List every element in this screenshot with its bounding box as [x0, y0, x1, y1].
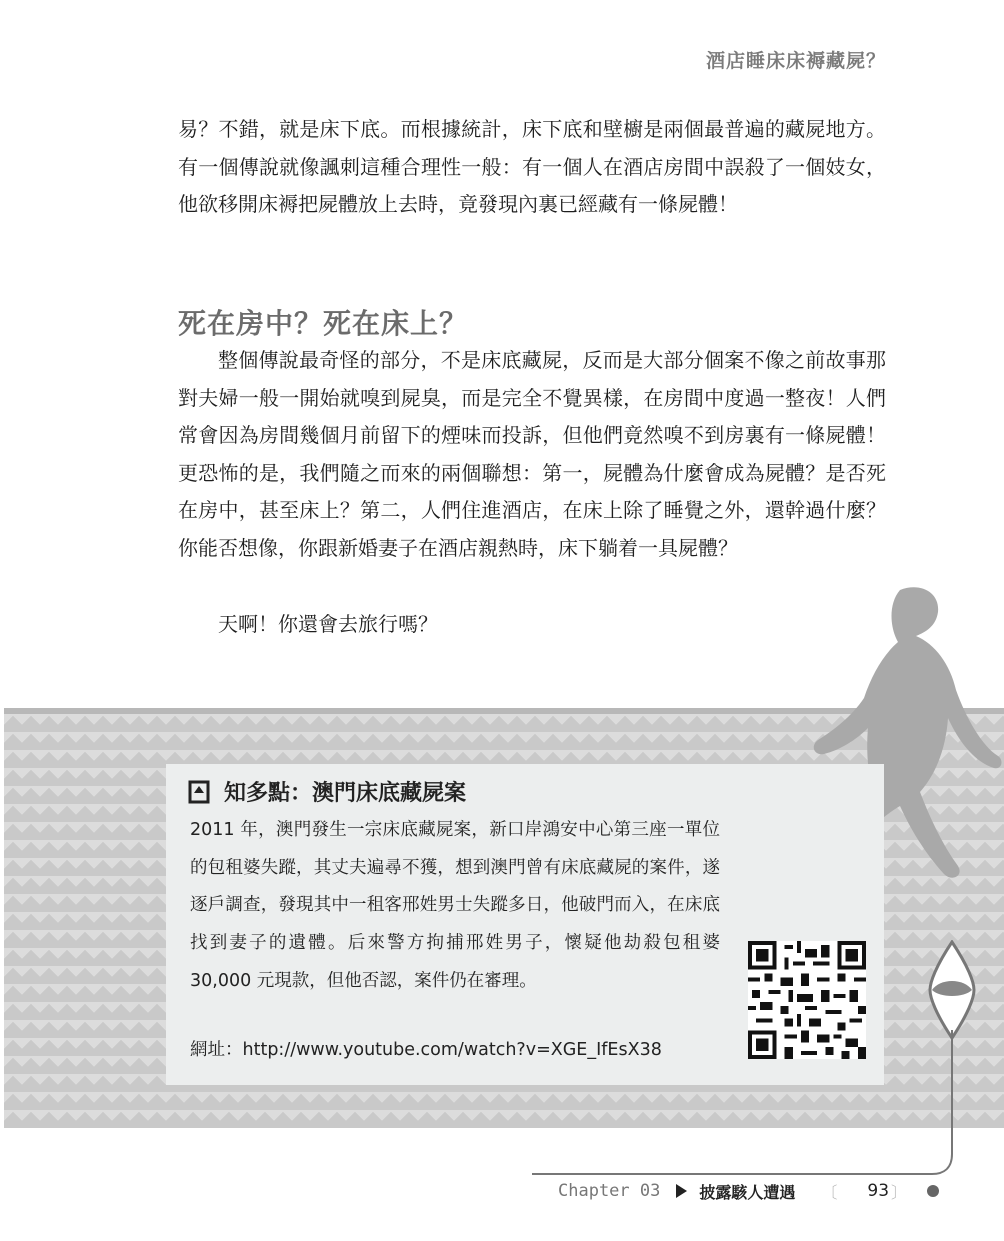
running-head: 酒店睡床床褥藏屍？ — [705, 50, 886, 72]
page-footer — [558, 1180, 939, 1202]
footer-dot-icon — [927, 1185, 939, 1197]
page-number: 93 — [867, 1181, 890, 1201]
section-name: 披露駭人遭遇 — [699, 1182, 796, 1202]
info-box-body: 2011 年，澳門發生一宗床底藏屍案，新口岸鴻安中心第三座一單位的包租婆失蹤，其丈夫遍尋不獲，想到澳門曾有床底藏屍的案件，遂逐戶調查，發現其中一租客邢姓男士失蹤多日，他破門而入，在床底找到妻子的遺體。后來警方拘捕邢姓男子，懷疑他劫殺包租婆 30,000 元現款，但他否認，案件仍在審理。 — [190, 820, 720, 991]
page-bracket-close: 〕 — [891, 1182, 908, 1202]
page-bracket-open: 〔 — [821, 1182, 838, 1202]
play-arrow-icon — [676, 1184, 687, 1198]
footer-rule — [532, 1030, 972, 1180]
paragraph-1: 易？不錯，就是床下底。而根據統計，床下底和壁櫥是兩個最普遍的藏屍地方。有一個傳說就像諷刺這種合理性一般：有一個人在酒店房間中誤殺了一個妓女，他欲移開床褥把屍體放上去時，竟發現內裏已經藏有一條屍體！ — [178, 117, 886, 217]
paragraph-3: 天啊！你還會去旅行嗎？ — [218, 612, 438, 636]
url-label: 網址： — [190, 1040, 243, 1060]
bracket-arrow-icon — [188, 780, 210, 804]
url-link[interactable]: http://www.youtube.com/watch?v=XGE_IfEsX38 — [242, 1040, 662, 1060]
eye-ornament-icon — [926, 940, 978, 1040]
section-heading: 死在房中？死在床上？ — [178, 307, 469, 340]
paragraph-2: 整個傳說最奇怪的部分，不是床底藏屍，反而是大部分個案不像之前故事那對夫婦一般一開始就嗅到屍臭，而是完全不覺異樣，在房間中度過一整夜！人們常會因為房間幾個月前留下的煙味而投訴，但他們竟然嗅不到房裏有一條屍體！更恐怖的是，我們隨之而來的兩個聯想：第一，屍體為什麼會成為屍體？是否死在房中，甚至床上？第二，人們住進酒店，在床上除了睡覺之外，還幹過什麼？你能否想像，你跟新婚妻子在酒店親熱時，床下躺着一具屍體？ — [178, 348, 886, 560]
info-box-title: 知多點：澳門床底藏屍案 — [224, 781, 467, 806]
chapter-label: Chapter 03 — [558, 1181, 661, 1201]
